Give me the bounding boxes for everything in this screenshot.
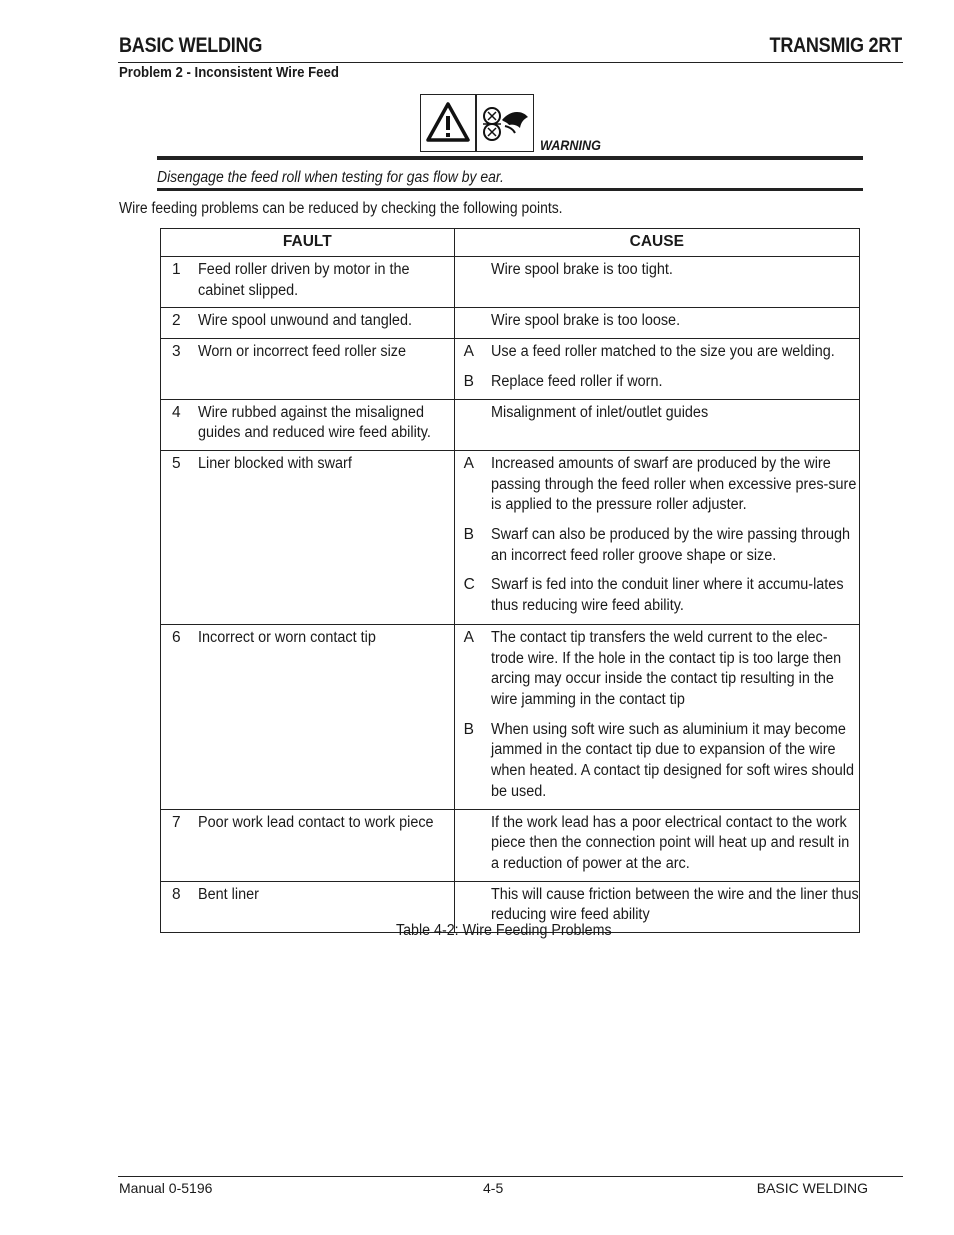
cause-column-header: CAUSE: [454, 229, 859, 257]
table-row: [161, 257, 860, 308]
cause-cell: [454, 308, 859, 339]
footer-section-name: BASIC WELDING: [756, 1180, 868, 1196]
cause-letter: B: [463, 526, 474, 544]
cause-text: Increased amounts of swarf are produced by the wire passing through the feed roller when excessive pres-sure is applied to the pressure roller adjuster.: [490, 454, 856, 514]
table-row: [161, 399, 860, 450]
fault-cell: [161, 257, 455, 308]
fault-number: 7: [172, 813, 181, 831]
fault-number: 3: [172, 343, 181, 361]
cause-text: If the work lead has a poor electrical contact to the work piece then the connection point will heat up and result in a reduction of power at the arc.: [490, 813, 849, 872]
cause-text: Replace feed roller if worn.: [490, 372, 663, 390]
feed-roller-hand-hazard-icon: [476, 94, 534, 152]
warning-triangle-icon: [420, 94, 476, 152]
fault-number: 8: [172, 885, 181, 903]
cause-cell: [454, 399, 859, 450]
cause-letter: B: [463, 720, 474, 738]
table-row: [161, 624, 860, 809]
fault-text: Liner blocked with swarf: [198, 454, 352, 472]
fault-text: Wire spool unwound and tangled.: [198, 312, 412, 330]
cause-text: Swarf can also be produced by the wire passing through an incorrect feed roller groove shape or size.: [490, 526, 850, 564]
table-row: [161, 450, 860, 624]
cause-text: Wire spool brake is too tight.: [490, 261, 673, 278]
cause-letter: [455, 885, 491, 926]
cause-text: Wire spool brake is too loose.: [490, 312, 680, 330]
page-subtitle: Problem 2 - Inconsistent Wire Feed: [119, 64, 339, 81]
header-product-title: TRANSMIG 2RT: [769, 34, 902, 57]
table-caption: Table 4-2: Wire Feeding Problems: [396, 922, 612, 939]
cause-text: Use a feed roller matched to the size you are welding.: [490, 343, 835, 361]
cause-letter: A: [463, 628, 474, 646]
cause-letter: C: [463, 576, 475, 594]
table-row: [161, 308, 860, 339]
table-row: [161, 809, 860, 881]
cause-letter: A: [463, 454, 474, 472]
intro-paragraph: Wire feeding problems can be reduced by checking the following points.: [119, 200, 563, 217]
cause-text: This will cause friction between the wire and the liner thus reducing wire feed ability: [490, 885, 859, 924]
fault-text: Incorrect or worn contact tip: [198, 628, 376, 646]
cause-letter: [455, 260, 491, 281]
cause-letter: [455, 813, 491, 875]
fault-number: 6: [172, 628, 181, 646]
cause-letter: [455, 403, 491, 424]
cause-text: The contact tip transfers the weld current to the elec-trode wire. If the hole in the contact tip is too large then arcing may occur inside the contact tip resulting in the wire jamming in the contact tip: [490, 628, 841, 709]
fault-number: 5: [172, 454, 181, 472]
fault-cell: [161, 339, 455, 399]
fault-text: Poor work lead contact to work piece: [198, 813, 434, 831]
cause-letter: A: [463, 343, 474, 361]
fault-number: 2: [172, 312, 181, 330]
fault-cell: [161, 809, 455, 881]
footer-divider: [118, 1176, 903, 1177]
header-section-title: BASIC WELDING: [119, 34, 263, 57]
fault-text: Worn or incorrect feed roller size: [198, 343, 407, 361]
warning-text: Disengage the feed roll when testing for gas flow by ear.: [157, 169, 504, 186]
footer-page-number: 4-5: [483, 1180, 504, 1196]
fault-cell: [161, 399, 455, 450]
fault-cell: [161, 450, 455, 624]
fault-number: 4: [172, 403, 181, 421]
fault-number: 1: [172, 261, 181, 278]
footer-manual-number: Manual 0-5196: [119, 1180, 213, 1196]
cause-text: Misalignment of inlet/outlet guides: [490, 403, 708, 421]
cause-cell: [454, 257, 859, 308]
fault-text: Bent liner: [198, 885, 259, 903]
fault-text: Wire rubbed against the misaligned guides and reduced wire feed ability.: [198, 403, 431, 442]
fault-cell: [161, 624, 455, 809]
cause-text: When using soft wire such as aluminium it may become jammed in the contact tip due to expansion of the wire when heated. A contact tip designed for soft wires should be used.: [490, 720, 854, 800]
warning-bottom-rule: [157, 188, 863, 191]
cause-letter: [455, 311, 491, 332]
warning-label: WARNING: [540, 137, 601, 153]
cause-cell: [454, 450, 859, 624]
fault-cell: [161, 308, 455, 339]
cause-text: Swarf is fed into the conduit liner where it accumu-lates thus reducing wire feed ability.: [490, 576, 844, 615]
fault-text: Feed roller driven by motor in the cabinet slipped.: [198, 261, 410, 299]
table-header-row: [161, 229, 860, 257]
header-divider: [118, 62, 903, 63]
cause-cell: [454, 339, 859, 399]
table-row: [161, 339, 860, 399]
cause-cell: [454, 809, 859, 881]
fault-column-header: FAULT: [161, 229, 455, 257]
cause-cell: [454, 624, 859, 809]
cause-letter: B: [463, 372, 474, 390]
warning-top-rule: [157, 156, 863, 160]
wire-feed-problems-table: [160, 228, 860, 933]
